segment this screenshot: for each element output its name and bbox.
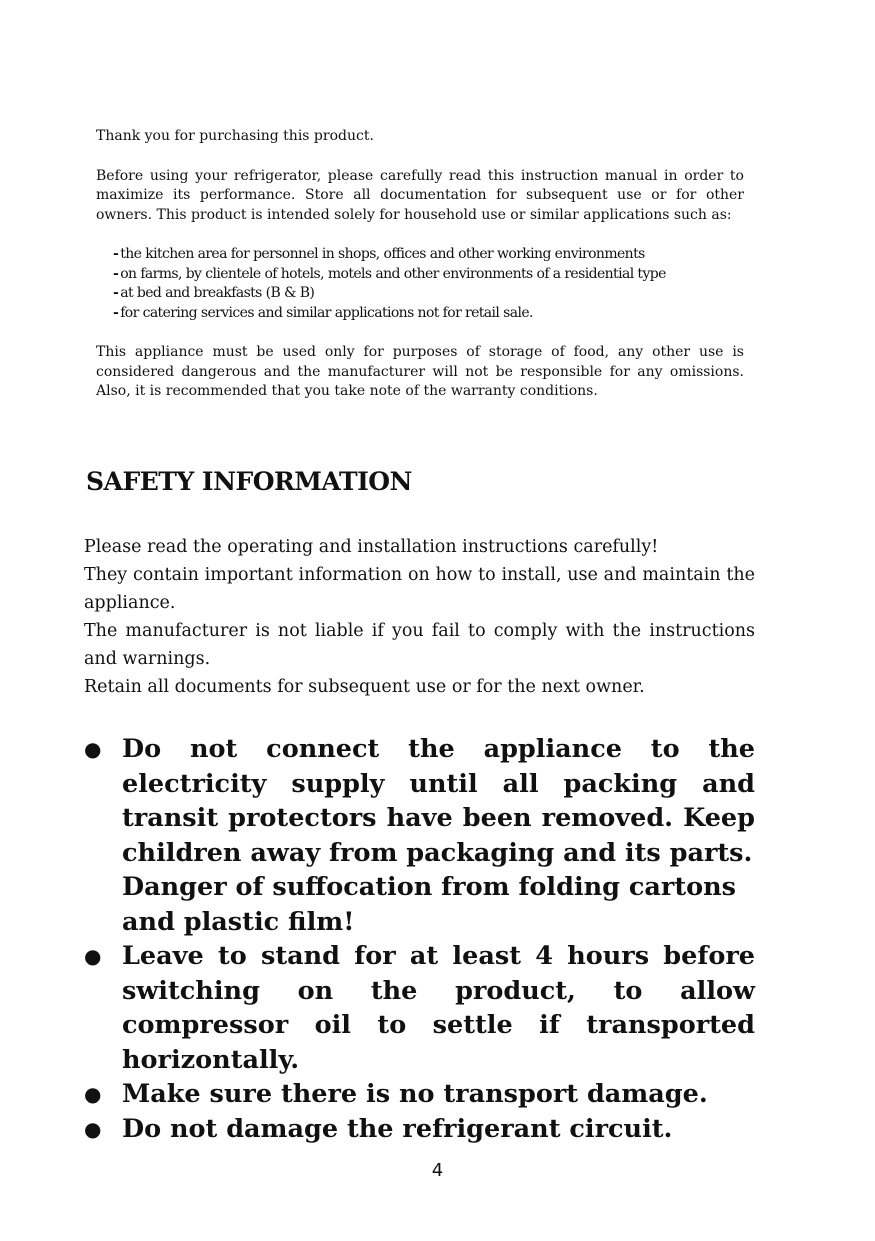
warning-item: ● Do not connect the appliance to the electricity supply until all packing and transit protectors have been removed. Keep children away from packaging and its parts. Danger of suffocation from folding cartons and plastic film! (84, 732, 755, 939)
safety-heading: SAFETY INFORMATION (86, 467, 412, 496)
warning-item: ● Make sure there is no transport damage. (84, 1077, 755, 1112)
bullet-icon: ● (84, 737, 102, 761)
list-item: - at bed and breakfasts (B & B) (113, 285, 315, 301)
intro-section (96, 127, 744, 402)
thank-you-text: Thank you for purchasing this product. (96, 128, 374, 144)
list-item: - on farms, by clientele of hotels, motels and other environments of a residential type (113, 265, 666, 282)
safety-paragraph: The manufacturer is not liable if you fail to comply with the instructions and warnings. (84, 621, 755, 669)
warning-item: ● Do not damage the refrigerant circuit. (84, 1112, 755, 1147)
warning-extra: Danger of suffocation from folding cartons and plastic film! (122, 872, 737, 937)
safety-paragraph: Please read the operating and installation instructions carefully! (84, 537, 659, 557)
appliance-use-text: This appliance must be used only for purposes of storage of food, any other use is considered dangerous and the manufacturer will not be responsible for any omissions. Also, it is recommended that you take note of the warranty conditions. (96, 344, 744, 399)
before-using-text: Before using your refrigerator, please carefully read this instruction manual in order to maximize its performance. Store all documentation for subsequent use or for other owners. This product is intended solely for household use or similar applications such as: (96, 167, 744, 223)
page-number: 4 (431, 1160, 444, 1181)
list-item: - the kitchen area for personnel in shops, offices and other working environments (113, 246, 645, 262)
bullet-icon: ● (84, 944, 102, 968)
warning-item: ● Leave to stand for at least 4 hours before switching on the product, to allow compressor oil to settle if transported horizontally. (84, 941, 755, 1075)
bullet-icon: ● (84, 1082, 102, 1106)
safety-warnings-list (84, 732, 755, 1146)
safety-intro (84, 533, 755, 701)
safety-paragraph: They contain important information on how to install, use and maintain the appliance. (84, 565, 755, 613)
intended-uses-list (96, 245, 744, 323)
bullet-icon: ● (84, 1116, 102, 1141)
safety-paragraph: Retain all documents for subsequent use or for the next owner. (84, 677, 645, 697)
list-item: - for catering services and similar applications not for retail sale. (113, 304, 533, 321)
